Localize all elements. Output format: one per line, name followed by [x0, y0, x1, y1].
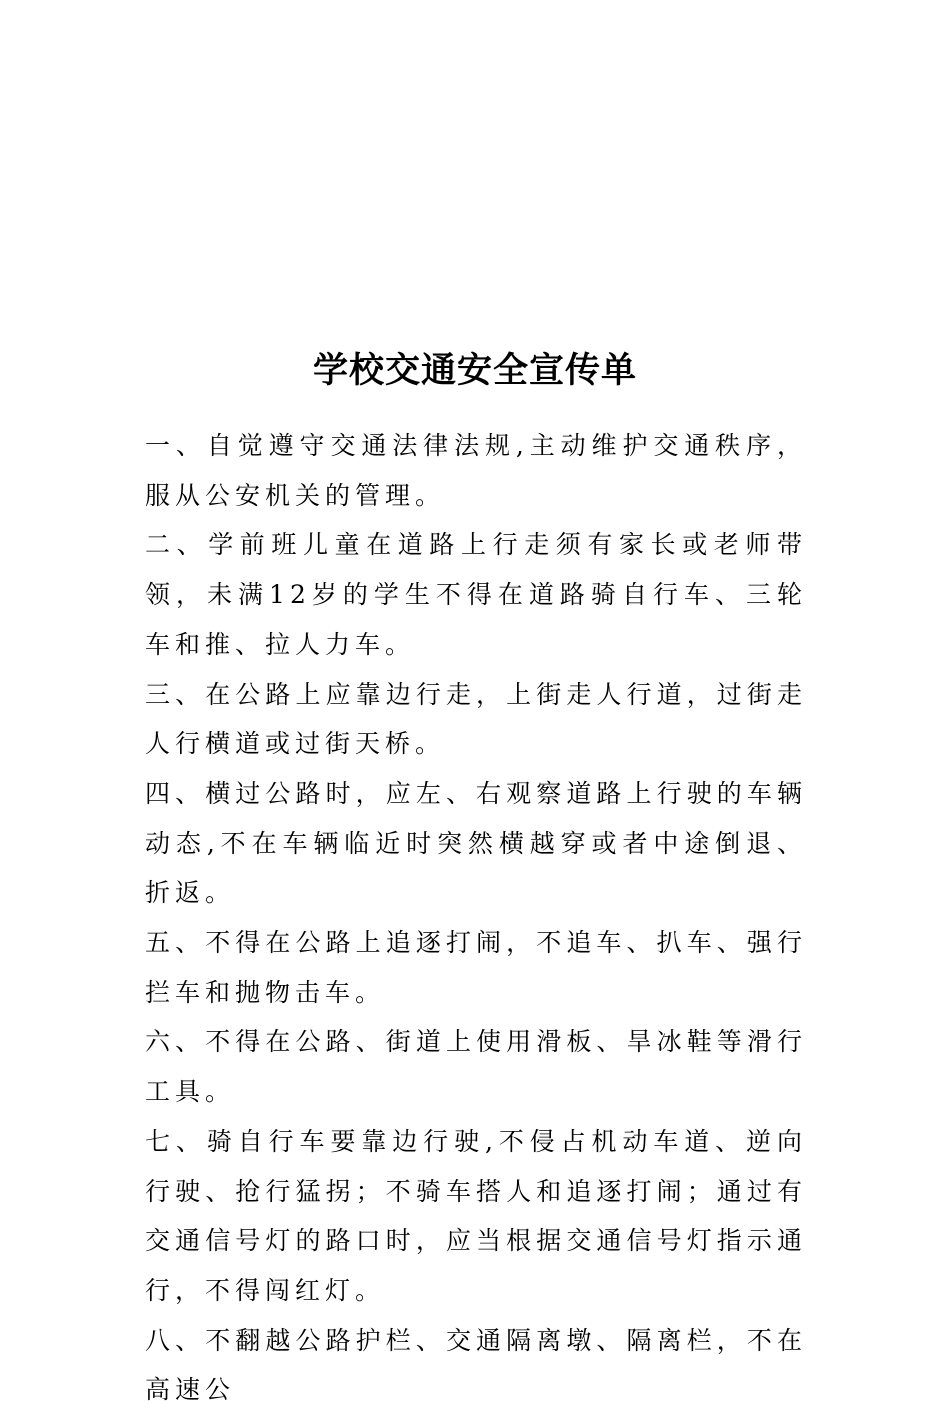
- paragraph-4: 四、横过公路时，应左、右观察道路上行驶的车辆动态,不在车辆临近时突然横越穿或者中途倒退、折返。: [145, 778, 807, 908]
- document-title: 学校交通安全宣传单: [312, 350, 637, 392]
- paragraph-6: 六、不得在公路、街道上使用滑板、旱冰鞋等滑行工具。: [145, 1027, 807, 1107]
- paragraph-7: 七、骑自行车要靠边行驶,不侵占机动车道、逆向行驶、抢行猛拐；不骑车搭人和追逐打闹；通过有交通信号灯的路口时，应当根据交通信号灯指示通行，不得闯红灯。: [145, 1126, 807, 1305]
- paragraph-1: 一、自觉遵守交通法律法规,主动维护交通秩序，服从公安机关的管理。: [145, 431, 807, 510]
- document-body: [145, 421, 807, 1415]
- paragraph-5: 五、不得在公路上追逐打闹，不追车、扒车、强行拦车和抛物击车。: [145, 928, 807, 1007]
- paragraph-2: 二、学前班儿童在道路上行走须有家长或老师带领，未满12岁的学生不得在道路骑自行车、三轮车和推、拉人力车。: [145, 530, 807, 659]
- paragraph-3: 三、在公路上应靠边行走，上街走人行道，过街走人行横道或过街天桥。: [145, 679, 807, 759]
- paragraph-8: 八、不翻越公路护栏、交通隔离墩、隔离栏，不在高速公: [145, 1325, 807, 1405]
